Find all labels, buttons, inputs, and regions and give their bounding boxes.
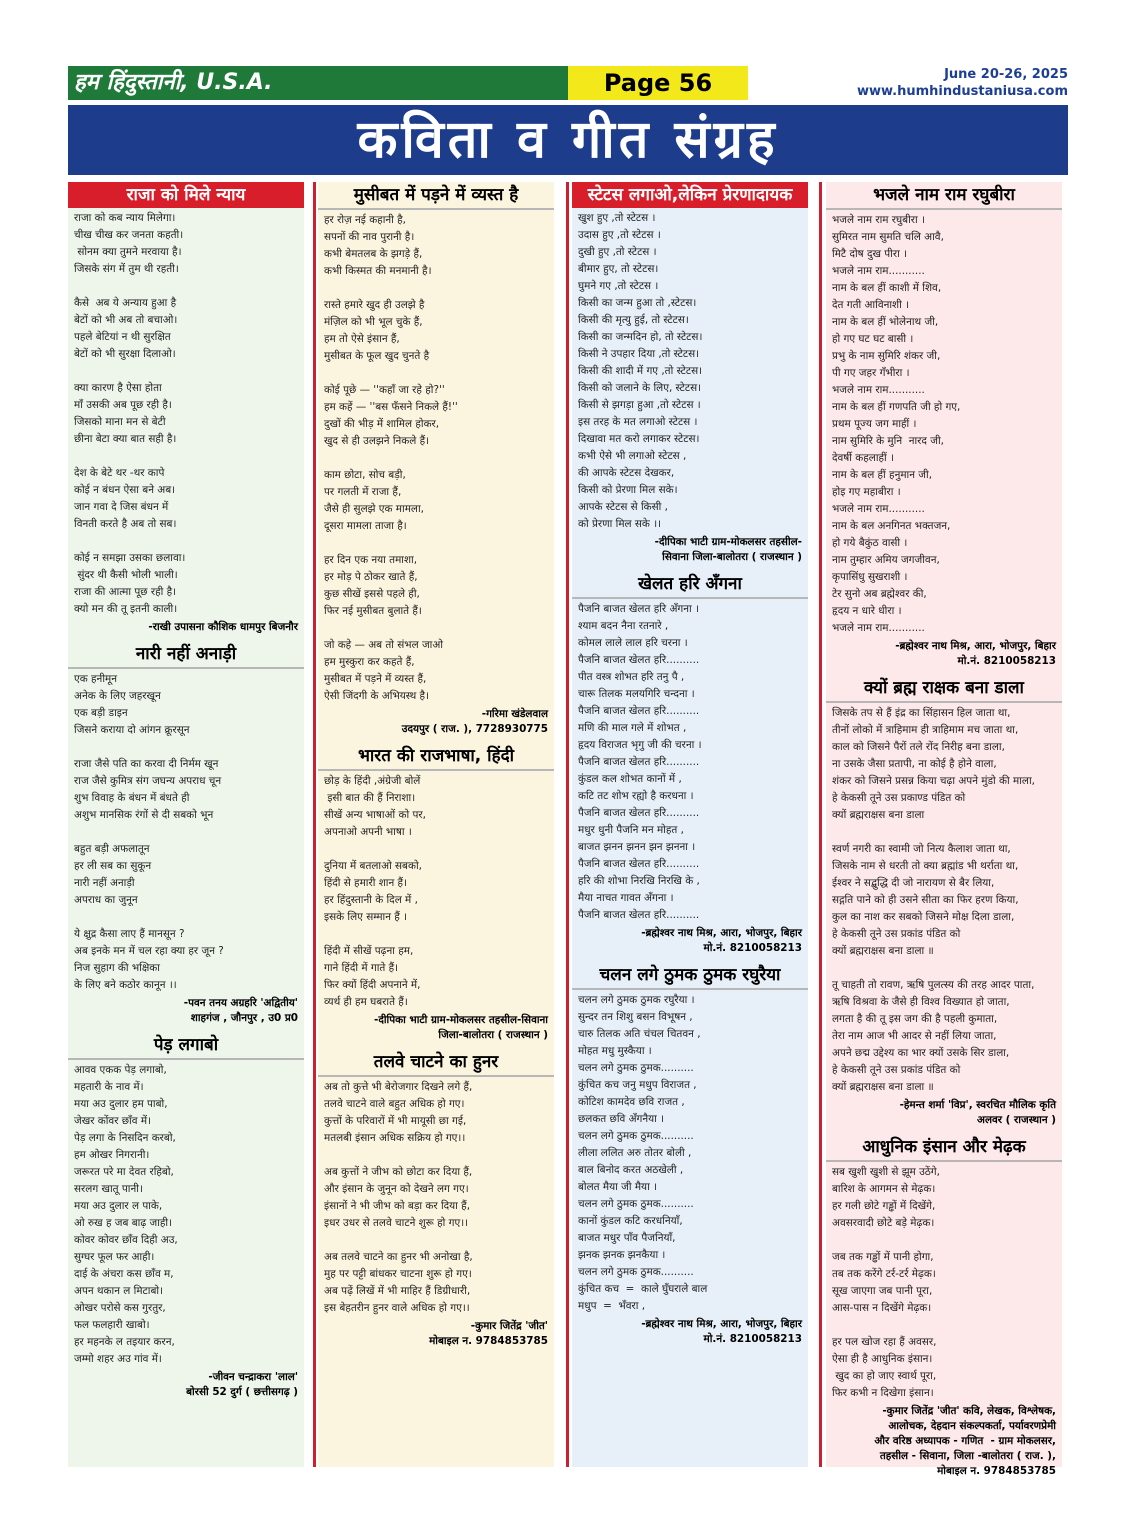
poem-title: भजले नाम राम रघुबीरा (826, 182, 1062, 210)
paper-name: हम हिंदुस्तानी, U.S.A. (68, 66, 574, 100)
poem-body: पैजनि बाजत खेलत हरि अँगना । श्याम बदन नैना रतनारे , कोमल लाले लाल हरि चरना । पैजनि बाजत खेलत हरि.......... पीत वस्त्र शोभत हरि तनु पै , चारू तिलक मलयगिरि चन्दना । पैजनि बाजत खेलत हरि.......... मणि की माल गले में शोभत , हृदय विराजत भृगु जी की चरना । पैजनि बाजत खेलत हरि.......... कुंडल कल शोभत कानों में , कटि तट शोभ रह्यो है करधना । पैजनि बाजत खेलत हरि.......... मधुर धुनी पैजनि मन मोहत , बाजत झनन झनन झन झनना । पैजनि बाजत खेलत हरि.......... हरि की शोभा निरखि निरखि के , मैया नाचत गावत अँगना । पैजनि बाजत खेलत हरि.......... (578, 603, 702, 921)
poem-credit: -कुमार जितेंद्र 'जीत' कवि, लेखक, विश्लेषक, आलोचक, देहदान संकल्पकर्ता, पर्यावरणप्रेमी और वरिष्ठ अध्यापक - गणित - ग्राम मोकलसर, तहसील - सिवाना, जिला -बालोतरा ( राज. ), मोबाइल न. 9784853785 (874, 1405, 1056, 1477)
poem-title: चलन लगे ठुमक ठुमक रघुरैया (572, 962, 808, 990)
poem-credit: -गरिमा खंडेलवाल उदयपुर ( राज. ), 7728930775 (401, 708, 548, 735)
poem-title: स्टेटस लगाओ,लेकिन प्रेरणादायक (572, 182, 808, 208)
poem-title: खेलत हरि अँगना (572, 571, 808, 599)
page-label: Page 56 (568, 66, 748, 100)
poem-credit: -दीपिका भाटी ग्राम-मोकलसर तहसील- सिवाना जिला-बालोतरा ( राजस्थान ) (654, 536, 802, 563)
poem-body: सब खुशी खुशी से झूम उठेंगे, बारिश के आगमन से मेढ़क। हर गली छोटे गड्ढों में दिखेंगे, अवसरवादी छोटे बड़े मेढ़क। जब तक गड्ढों में पानी होगा, तब तक करेंगे टर्र-टर्र मेढ़क। सूख जाएगा जब पानी पूरा, आस-पास न दिखेंगे मेढ़क। हर पल खोज रहा हैं अवसर, ऐसा ही है आधुनिक इंसान। खुद का हो जाए स्वार्थ पूरा, फिर कभी न दिखेगा इंसान। (832, 1166, 940, 1399)
poem-title: पेड़ लगाबो (68, 1032, 304, 1060)
poem-body: खुश हुए ,तो स्टेटस । उदास हुए ,तो स्टेटस । दुखी हुए ,तो स्टेटस । बीमार हुए, तो स्टेटस। घुमने गए ,तो स्टेटस । किसी का जन्म हुआ तो ,स्टेटस। किसी की मृत्यु हुई, तो स्टेटस। किसी का जन्मदिन हो, तो स्टेटस। किसी ने उपहार दिया ,तो स्टेटस। किसी की शादी में गए ,तो स्टेटस। किसी को जलाने के लिए, स्टेटस। किसी से झगड़ा हुआ ,तो स्टेटस । इस तरह के मत लगाओ स्टेटस । दिखावा मत करो लगाकर स्टेटस। कभी ऐसे भी लगाओ स्टेटस , की आपके स्टेटस देखकर, किसी को प्रेरणा मिल सके। आपके स्टेटस से किसी , को प्रेरणा मिल सके ।। (578, 212, 703, 530)
poem-title: क्यों ब्रह्म राक्षक बना डाला (826, 675, 1062, 703)
date-block (857, 66, 1068, 100)
poem-body: आवव एकक पेड़ लगाबो, महतारी के नाव में। मया अउ दुलार हम पाबो, जेखर कोंवर छाँव में। पेड़ लगा के निसदिन करबो, हम ओखर निगरानी। जरूरत परे मा देवत रहिबो, सरलग खातू पानी। मया अउ दुलार ल पाके, ओ रुख ह जब बाढ़ जाही। कोवर कोवर छाँव दिही अउ, सुग्घर फूल फर आही। दाई के अंचरा कस छाँव म, अपन थकान ल मिटाबो। ओखर परोसे कस गुरतुर, फल फलहारी खाबो। हर महनके ल तइयार करन, जम्मो शहर अउ गांव में। (74, 1064, 178, 1365)
poem-credit: -राखी उपासना कौशिक धामपुर बिजनौर (148, 621, 298, 633)
poem-body: राजा को कब न्याय मिलेगा। चीख चीख कर जनता कहती। सोनम क्या तुमने मरवाया है। जिसके संग में तुम थी रहती। कैसे अब ये अन्याय हुआ है बेटों को भी अब तो बचाओ। पहले बेटियां न थी सुरक्षित बेटों को भी सुरक्षा दिलाओ। क्या कारण है ऐसा होता माँ उसकी अब पूछ रही है। जिसको माना मन से बेटी छीना बेटा क्या बात सही है। देश के बेटे थर -थर कापे कोई न बंधन ऐसा बने अब। जान गवा दे जिस बंधन में विनती करते है अब तो सब। कोई न समझा उसका छलावा। सुंदर थी कैसी भोली भाली। राजा की आत्मा पूछ रही है। क्यो मन की तू इतनी काली। (74, 212, 186, 615)
column-divider (819, 182, 822, 1467)
poem-title: नारी नहीं अनाड़ी (68, 641, 304, 669)
column-divider (313, 182, 316, 1467)
poem-body: हर रोज़ नई कहानी है, सपनों की नाव पुरानी है। कभी बेमतलब के झगड़े हैं, कभी किस्मत की मनमानी है। रास्ते हमारे खुद ही उलझे है मंज़िल को भी भूल चुके हैं, हम तो ऐसे इंसान हैं, मुसीबत के फूल खुद चुनते है कोई पूछे — ''कहाँ जा रहे हो?'' हम कहें — ''बस फँसने निकले हैं!'' दुखों की भीड़ में शामिल होकर, खुद से ही उलझने निकले हैं। काम छोटा, सोच बड़ी, पर गलती में राजा हैं, जैसे ही सुलझे एक मामला, दूसरा मामला ताजा है। हर दिन एक नया तमाशा, हर मोड़ पे ठोकर खाते हैं, कुछ सीखें इससे पहले ही, फिर नई मुसीबत बुलाते हैं। जो कहे — अब तो संभल जाओ हम मुस्कुरा कर कहते हैं, मुसीबत में पड़ने में व्यस्त हैं, ऐसी जिंदगी के अभियस्थ है। (324, 214, 458, 702)
section-title: कविता व गीत संग्रह (68, 105, 1068, 175)
issue-date: June 20-26, 2025 (944, 67, 1068, 82)
column-3 (572, 182, 808, 1467)
poem-title: मुसीबत में पड़ने में व्यस्त है (318, 182, 554, 210)
poem-credit: -कुमार जितेंद्र 'जीत' मोबाइल न. 9784853785 (429, 1320, 548, 1347)
poem-title: भारत की राजभाषा, हिंदी (318, 743, 554, 771)
column-divider (566, 182, 569, 1467)
column-2 (318, 182, 554, 1467)
poem-body: जिसके तप से हैं इंद्र का सिंहासन हिल जाता था, तीनों लोको में त्राहिमाम ही त्राहिमाम मच जाता था, काल को जिसने पैरों तले रोंद निरीह बना डाला, ना उसके जैसा प्रतापी, ना कोई है होने वाला, शंकर को जिसने प्रसन्न किया चढ़ा अपने मुंडो की माला, हे केकसी तूने उस प्रकाण्ड पंडित को क्यों ब्रह्मराक्षस बना डाला स्वर्ण नगरी का स्वामी जो नित्य कैलाश जाता था, जिसके नाम से धरती तो क्या ब्रह्मांड भी थर्राता था, ईश्वर ने सद्बुद्धि दी जो नारायण से बैर लिया, सद्गति पाने को ही उसने सीता का फिर हरण किया, कुल का नाश कर सबको जिसने मोक्ष दिला डाला, हे केकसी तूने उस प्रकांड पंडित को क्यों ब्रह्मराक्षस बना डाला ॥ तू चाहती तो रावण, ऋषि पुलत्स्य की तरह आदर पाता, ऋषि विश्रवा के जैसे ही विश्व विख्यात हो जाता, लगता है की तू इस जग की है पहली कुमाता, तेरा नाम आज भी आदर से नहीं लिया जाता, अपने छद्म उद्देश्य का भार क्यों उसके सिर डाला, हे केकसी तूने उस प्रकांड पंडित को क्यों ब्रह्मराक्षस बना डाला ॥ (832, 707, 1035, 1093)
poem-title: तलवे चाटने का हुनर (318, 1049, 554, 1077)
website-link[interactable]: www.humhindustaniusa.com (856, 84, 1068, 99)
poem-credit: -दीपिका भाटी ग्राम-मोकलसर तहसील-सिवाना जिला-बालोतरा ( राजस्थान ) (374, 1014, 548, 1041)
poem-credit: -जीवन चन्द्राकरा 'लाल' बोरसी 52 दुर्ग ( छत्तीसगढ़ ) (186, 1371, 298, 1398)
poem-credit: -ब्रह्मेश्वर नाथ मिश्र, आरा, भोजपुर, बिहार मो.नं. 8210058213 (895, 640, 1056, 667)
poem-body: छोड़ के हिंदी ,अंग्रेजी बोलें इसी बात की हैं निराशा। सीखें अन्य भाषाओं को पर, अपनाओ अपनी भाषा । दुनिया में बतलाओ सबको, हिंदी से हमारी शान हैं। हर हिंदुस्तानी के दिल में , इसके लिए सम्मान हैं । हिंदी में सीखें पढ़ना हम, गाने हिंदी में गाते हैं। फिर क्यों हिंदी अपनाने में, व्यर्थ ही हम घबराते हैं। (324, 775, 426, 1008)
poem-body: भजले नाम राम रघुबीरा । सुमिरत नाम सुमति चलि आवै, मिटै दोष दुख पीरा । भजले नाम राम........... नाम के बल हीं काशी में शिव, देत गती आविनाशी । नाम के बल हीं भोलेनाथ जी, हो गए घट घट बासी । प्रभु के नाम सुमिरि शंकर जी, पी गए जहर गँभीरा । भजले नाम राम........... नाम के बल हीं गणपति जी हो गए, प्रथम पूज्य जग माहीं । नाम सुमिरि के मुनि नारद जी, देवर्षी कहलाहीं । नाम के बल हीं हनुमान जी, होइ गए महाबीरा । भजले नाम राम........... नाम के बल अनगिनत भक्तजन, हो गये बैकुंठ वासी । नाम तुम्हार अमिय जगजीवन, कृपासिंधु सुखराशी । टेर सुनो अब ब्रह्मेश्वर की, हृदय न धारे धीरा । भजले नाम राम........... (832, 214, 961, 634)
poem-body: चलन लगे ठुमक ठुमक रघुरैया । सुन्दर तन शिशु बसन विभूषन , चारु तिलक अति चंचल चितवन , मोहत मधु मुस्कैया । चलन लगे ठुमक ठुमक.......... कुंचित कच जनु मधुप विराजत , कोटिश कामदेव छवि राजत , छलकत छवि अँगनैया । चलन लगे ठुमक ठुमक.......... लीला ललित अरु तोतर बोली , बाल बिनोद करत अठखेली , बोलत मैया जी मैया । चलन लगे ठुमक ठुमक.......... कानों कुंडल कटि करधनियाँ, बाजत मधुर पाँव पैजनियाँ, झनक झनक झनकैया । चलन लगे ठुमक ठुमक.......... कुंचित कच = काले घुँघराले बाल मधुप = भँवरा , (578, 994, 708, 1312)
poem-title: आधुनिक इंसान और मेढ़क (826, 1134, 1062, 1162)
poem-title: राजा को मिले न्याय (68, 182, 304, 208)
poem-credit: -पवन तनय अग्रहरि 'अद्वितीय' शाहगंज , जौनपुर , उ0 प्र0 (183, 997, 298, 1024)
poem-body: एक हनीमून अनेक के लिए जहरखून एक बड़ी डाइन जिसने कराया दो आंगन क्रूरसून राजा जैसे पति का करवा दी निर्मम खून राज जैसे कुमित्र संग जघन्य अपराध चून शुभ विवाह के बंधन में बंधते ही अशुभ मानसिक रंगों से दी सबको भून बहुत बड़ी अफलातून हर ली सब का सुकून नारी नहीं अनाड़ी अपराध का जुनून ये क्षुद्र कैसा लाए हैं मानसून ? अब इनके मन में चल रहा क्या हर जून ? निज सुहाग की भक्षिका के लिए बने कठोर कानून ।। (74, 673, 224, 991)
column-4 (826, 182, 1062, 1477)
poem-credit: -ब्रह्मेश्वर नाथ मिश्र, आरा, भोजपुर, बिहार मो.नं. 8210058213 (641, 1318, 802, 1345)
poem-credit: -ब्रह्मेश्वर नाथ मिश्र, आरा, भोजपुर, बिहार मो.नं. 8210058213 (641, 927, 802, 954)
poem-credit: -हेमन्त शर्मा 'विप्र', स्वरचित मौलिक कृति अलवर ( राजस्थान ) (899, 1099, 1056, 1126)
masthead (68, 66, 1068, 102)
poem-body: अब तो कुत्ते भी बेरोजगार दिखने लगे हैं, तलवे चाटने वाले बहुत अधिक हो गए। कुत्तों के परिवारों में भी मायूसी छा गई, मतलबी इंसान अधिक सक्रिय हो गए।। अब कुत्तों ने जीभ को छोटा कर दिया हैं, और इंसान के जुनून को देखने लग गए। इंसानों ने भी जीभ को बड़ा कर दिया हैं, इधर उधर से तलवे चाटने शुरू हो गए।। अब तलवे चाटने का हुनर भी अनोखा है, मुह पर पट्टी बांधकर चाटना शुरू हो गए। अब पढ़ें लिखें में भी माहिर हैं डिग्रीधारी, इस बेहतरीन हुनर वाले अधिक हो गए।। (324, 1081, 473, 1314)
column-1 (68, 182, 304, 1467)
